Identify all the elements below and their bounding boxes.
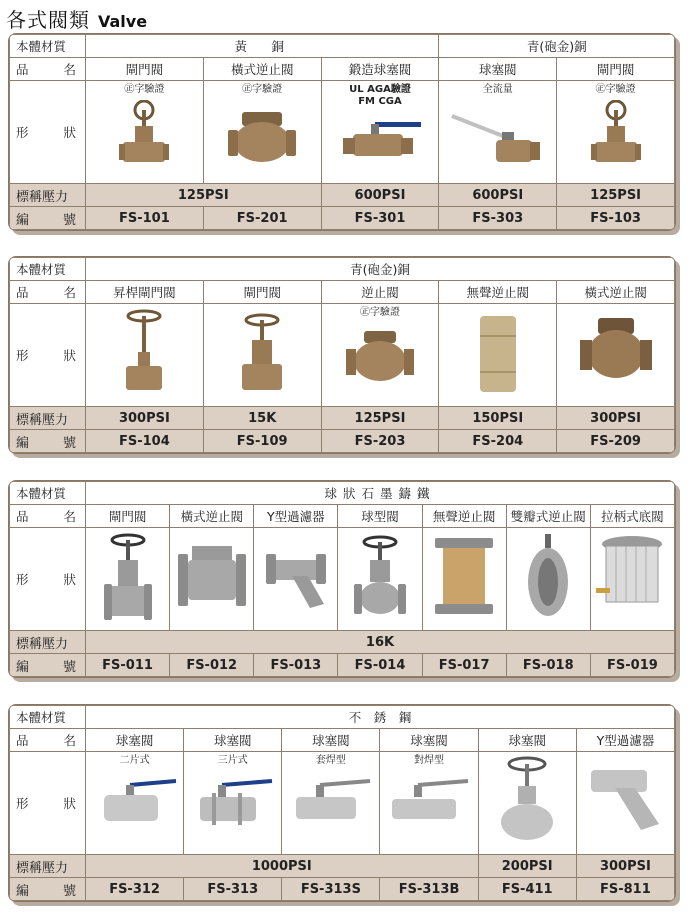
certification-note: ㊣字驗證 bbox=[242, 84, 283, 95]
pressure-value: 125PSI bbox=[86, 184, 322, 207]
label-shape: 形 狀 bbox=[10, 528, 86, 631]
silent-check-valve-image bbox=[468, 308, 528, 398]
pressure-value: 1000PSI bbox=[86, 855, 479, 878]
y-strainer-image bbox=[258, 532, 334, 612]
pressure-value: 16K bbox=[86, 631, 675, 654]
product-code: FS-013 bbox=[254, 654, 338, 677]
flanged-gate-valve-image bbox=[98, 532, 158, 624]
pressure-value: 300PSI bbox=[557, 407, 675, 430]
product-image-cell bbox=[478, 752, 576, 855]
product-image-cell bbox=[380, 752, 478, 855]
product-code: FS-104 bbox=[86, 430, 204, 453]
product-code: FS-109 bbox=[203, 430, 321, 453]
foot-valve-image bbox=[594, 532, 670, 616]
title-english: Valve bbox=[98, 12, 148, 31]
product-code: FS-012 bbox=[170, 654, 254, 677]
product-name: 球塞閥 bbox=[184, 729, 282, 752]
product-image-cell bbox=[203, 81, 321, 184]
product-code: FS-312 bbox=[86, 878, 184, 901]
section-brass-bronze bbox=[8, 33, 676, 231]
product-image-cell bbox=[338, 528, 422, 631]
y-strainer-image bbox=[585, 756, 665, 836]
pressure-value: 600PSI bbox=[439, 184, 557, 207]
product-image-cell bbox=[203, 304, 321, 407]
label-name: 品 名 bbox=[10, 505, 86, 528]
section-ductile-iron bbox=[8, 480, 676, 678]
label-shape: 形 狀 bbox=[10, 81, 86, 184]
silent-check-valve-image bbox=[431, 532, 497, 620]
certification-note: 全流量 bbox=[482, 84, 513, 95]
pressure-value: 15K bbox=[203, 407, 321, 430]
label-code: 編 號 bbox=[10, 430, 86, 453]
pressure-value: 125PSI bbox=[557, 184, 675, 207]
label-name: 品 名 bbox=[10, 281, 86, 304]
product-code: FS-101 bbox=[86, 207, 204, 230]
check-valve-image bbox=[340, 323, 420, 387]
gate-valve-image bbox=[109, 100, 179, 170]
product-code: FS-301 bbox=[321, 207, 439, 230]
material-ductile-iron: 球狀石墨鑄鐵 bbox=[86, 482, 675, 505]
globe-valve-image bbox=[350, 532, 410, 624]
product-image-cell bbox=[439, 81, 557, 184]
type-note: 二片式 bbox=[119, 755, 150, 766]
section-stainless-steel bbox=[8, 704, 676, 902]
product-code: FS-103 bbox=[557, 207, 675, 230]
material-bronze: 青(砲金)銅 bbox=[439, 35, 675, 58]
product-image-cell bbox=[576, 752, 674, 855]
label-pressure: 標稱壓力 bbox=[10, 631, 86, 654]
material-stainless-steel: 不 銹 鋼 bbox=[86, 706, 675, 729]
certification-note: ㊣字驗證 bbox=[595, 84, 636, 95]
product-name: 閘門閥 bbox=[203, 281, 321, 304]
product-code: FS-209 bbox=[557, 430, 675, 453]
product-name: 橫式逆止閥 bbox=[170, 505, 254, 528]
label-material: 本體材質 bbox=[10, 706, 86, 729]
product-name: Y型過濾器 bbox=[254, 505, 338, 528]
label-material: 本體材質 bbox=[10, 258, 86, 281]
pressure-value: 300PSI bbox=[576, 855, 674, 878]
product-name: 閘門閥 bbox=[86, 58, 204, 81]
socket-weld-ball-valve-image bbox=[286, 771, 376, 831]
product-name: 球塞閥 bbox=[439, 58, 557, 81]
pressure-value: 200PSI bbox=[478, 855, 576, 878]
material-bronze: 青(砲金)銅 bbox=[86, 258, 675, 281]
pressure-value: 600PSI bbox=[321, 184, 439, 207]
gate-valve-image bbox=[581, 100, 651, 170]
gate-valve-image bbox=[232, 308, 292, 398]
pressure-value: 300PSI bbox=[86, 407, 204, 430]
product-name: Y型過濾器 bbox=[576, 729, 674, 752]
product-image-cell bbox=[282, 752, 380, 855]
product-name: 閘門閥 bbox=[86, 505, 170, 528]
material-brass: 黃 銅 bbox=[86, 35, 439, 58]
product-image-cell bbox=[557, 304, 675, 407]
product-name: 球塞閥 bbox=[478, 729, 576, 752]
product-name: 球型閥 bbox=[338, 505, 422, 528]
pressure-value: 125PSI bbox=[321, 407, 439, 430]
product-code: FS-313B bbox=[380, 878, 478, 901]
product-name: 球塞閥 bbox=[86, 729, 184, 752]
section-bronze bbox=[8, 256, 676, 454]
two-piece-ball-valve-image bbox=[90, 771, 180, 831]
product-image-cell bbox=[170, 528, 254, 631]
certification-note: ㊣字驗證 bbox=[124, 84, 165, 95]
product-code: FS-811 bbox=[576, 878, 674, 901]
product-code: FS-018 bbox=[506, 654, 590, 677]
pressure-value: 150PSI bbox=[439, 407, 557, 430]
forged-ball-valve-image bbox=[335, 112, 425, 168]
label-pressure: 標稱壓力 bbox=[10, 184, 86, 207]
product-name: 球塞閥 bbox=[282, 729, 380, 752]
product-code: FS-011 bbox=[86, 654, 170, 677]
label-material: 本體材質 bbox=[10, 482, 86, 505]
label-code: 編 號 bbox=[10, 654, 86, 677]
product-image-cell bbox=[321, 81, 439, 184]
product-name: 昇桿閘門閥 bbox=[86, 281, 204, 304]
three-piece-ball-valve-image bbox=[188, 771, 278, 831]
rising-stem-gate-valve-image bbox=[114, 308, 174, 398]
label-pressure: 標稱壓力 bbox=[10, 855, 86, 878]
product-name: 鍛造球塞閥 bbox=[321, 58, 439, 81]
ball-valve-image bbox=[448, 100, 548, 170]
product-image-cell bbox=[86, 752, 184, 855]
product-image-cell bbox=[506, 528, 590, 631]
product-name: 橫式逆止閥 bbox=[557, 281, 675, 304]
label-code: 編 號 bbox=[10, 878, 86, 901]
product-image-cell bbox=[86, 81, 204, 184]
certification-note: UL AGA驗證 FM CGA bbox=[349, 84, 411, 107]
product-name: 雙瓣式逆止閥 bbox=[506, 505, 590, 528]
butt-weld-ball-valve-image bbox=[384, 771, 474, 831]
label-shape: 形 狀 bbox=[10, 752, 86, 855]
product-name: 無聲逆止閥 bbox=[439, 281, 557, 304]
product-code: FS-204 bbox=[439, 430, 557, 453]
product-name: 閘門閥 bbox=[557, 58, 675, 81]
label-pressure: 標稱壓力 bbox=[10, 407, 86, 430]
dual-plate-check-valve-image bbox=[523, 532, 573, 622]
product-image-cell bbox=[439, 304, 557, 407]
product-code: FS-313 bbox=[184, 878, 282, 901]
label-code: 編 號 bbox=[10, 207, 86, 230]
product-code: FS-313S bbox=[282, 878, 380, 901]
label-name: 品 名 bbox=[10, 729, 86, 752]
product-image-cell bbox=[86, 304, 204, 407]
product-code: FS-203 bbox=[321, 430, 439, 453]
label-shape: 形 狀 bbox=[10, 304, 86, 407]
certification-note: ㊣字驗證 bbox=[359, 307, 400, 318]
label-material: 本體材質 bbox=[10, 35, 86, 58]
title-chinese: 各式閥類 bbox=[6, 8, 90, 32]
check-valve-image bbox=[222, 100, 302, 170]
product-name: 球塞閥 bbox=[380, 729, 478, 752]
product-code: FS-201 bbox=[203, 207, 321, 230]
product-code: FS-014 bbox=[338, 654, 422, 677]
product-name: 橫式逆止閥 bbox=[203, 58, 321, 81]
product-image-cell bbox=[422, 528, 506, 631]
product-name: 逆止閥 bbox=[321, 281, 439, 304]
product-image-cell bbox=[184, 752, 282, 855]
globe-valve-image bbox=[492, 756, 562, 848]
product-code: FS-411 bbox=[478, 878, 576, 901]
product-image-cell bbox=[254, 528, 338, 631]
check-valve-image bbox=[576, 308, 656, 388]
product-code: FS-017 bbox=[422, 654, 506, 677]
product-image-cell bbox=[321, 304, 439, 407]
product-image-cell bbox=[557, 81, 675, 184]
product-name: 拉柄式底閥 bbox=[590, 505, 674, 528]
type-note: 對焊型 bbox=[414, 755, 445, 766]
type-note: 套焊型 bbox=[315, 755, 346, 766]
page-title bbox=[6, 4, 147, 30]
product-code: FS-019 bbox=[590, 654, 674, 677]
product-image-cell bbox=[590, 528, 674, 631]
label-name: 品 名 bbox=[10, 58, 86, 81]
product-code: FS-303 bbox=[439, 207, 557, 230]
type-note: 三片式 bbox=[217, 755, 248, 766]
product-name: 無聲逆止閥 bbox=[422, 505, 506, 528]
flanged-check-valve-image bbox=[174, 532, 250, 612]
product-image-cell bbox=[86, 528, 170, 631]
